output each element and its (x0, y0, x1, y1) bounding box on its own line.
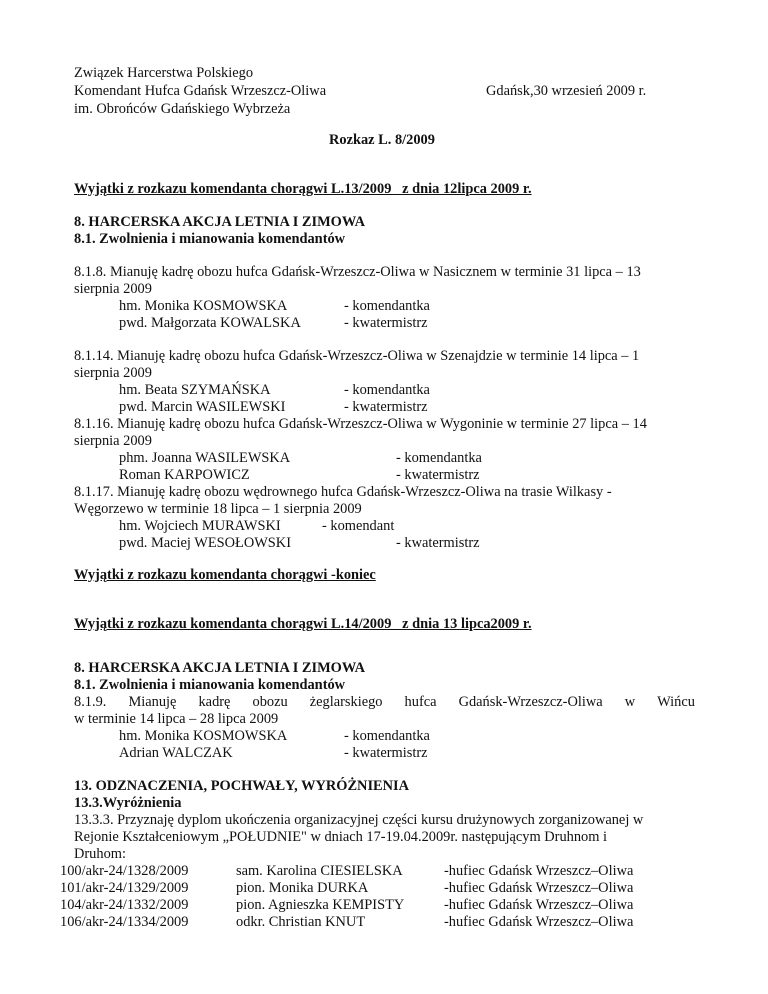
staff-role: - kwatermistrz (396, 535, 480, 551)
org-commander: Komendant Hufca Gdańsk Wrzeszcz-Oliwa (74, 83, 327, 99)
staff-role: - komendant (322, 518, 395, 534)
item-8-1-16-line1: 8.1.16. Mianuję kadrę obozu hufca Gdańsk-Wrzeszcz-Oliwa w Wygoninie w terminie 27 lipca – 14 (74, 416, 647, 432)
staff-role: - kwatermistrz (396, 467, 480, 483)
staff-name: pwd. Maciej WESOŁOWSKI (119, 535, 291, 551)
award-name: pion. Monika DURKA (236, 880, 369, 896)
excerpt2-subsection: 8.1. Zwolnienia i mianowania komendantów (74, 677, 346, 693)
staff-role: - kwatermistrz (344, 745, 428, 761)
item-8-1-14-line1: 8.1.14. Mianuję kadrę obozu hufca Gdańsk-Wrzeszcz-Oliwa w Szenajdzie w terminie 14 lipca – 1 (74, 348, 640, 364)
award-unit: -hufiec Gdańsk Wrzeszcz–Oliwa (444, 863, 634, 879)
excerpt1-section: 8. HARCERSKA AKCJA LETNIA I ZIMOWA (74, 214, 366, 230)
award-number: 100/akr-24/1328/2009 (60, 863, 189, 879)
section13-subheading: 13.3.Wyróżnienia (74, 795, 182, 811)
word: Wińcu (657, 694, 695, 710)
word: kadrę (198, 694, 231, 710)
item-8-1-8-line2: sierpnia 2009 (74, 281, 152, 297)
staff-name: hm. Wojciech MURAWSKI (119, 518, 281, 534)
place-date: Gdańsk,30 wrzesień 2009 r. (486, 83, 647, 99)
item-8-1-9-line2: w terminie 14 lipca – 28 lipca 2009 (74, 711, 279, 727)
staff-name: hm. Monika KOSMOWSKA (119, 298, 288, 314)
section13-para-line1: 13.3.3. Przyznaję dyplom ukończenia organizacyjnej części kursu drużynowych zorganizowanej w (74, 812, 644, 828)
staff-role: - kwatermistrz (344, 315, 428, 331)
word: w (624, 694, 636, 710)
section13-para-line2: Rejonie Kształceniowym „POŁUDNIE" w dniach 17-19.04.2009r. następującym Druhnom i (74, 829, 608, 845)
org-name: Związek Harcerstwa Polskiego (74, 65, 254, 81)
item-8-1-14-line2: sierpnia 2009 (74, 365, 152, 381)
excerpt1-end: Wyjątki z rozkazu komendanta chorągwi -koniec (74, 567, 376, 583)
award-unit: -hufiec Gdańsk Wrzeszcz–Oliwa (444, 897, 634, 913)
staff-role: - kwatermistrz (344, 399, 428, 415)
excerpt1-subsection: 8.1. Zwolnienia i mianowania komendantów (74, 231, 346, 247)
item-8-1-16-line2: sierpnia 2009 (74, 433, 152, 449)
staff-name: phm. Joanna WASILEWSKA (119, 450, 291, 466)
staff-name: hm. Monika KOSMOWSKA (119, 728, 288, 744)
staff-role: - komendantka (344, 728, 430, 744)
award-number: 104/akr-24/1332/2009 (60, 897, 189, 913)
org-patron: im. Obrońców Gdańskiego Wybrzeża (74, 101, 291, 117)
excerpt1-heading: Wyjątki z rozkazu komendanta chorągwi L.13/2009 z dnia 12lipca 2009 r. (74, 181, 532, 197)
staff-name: pwd. Marcin WASILEWSKI (119, 399, 286, 415)
word: Gdańsk-Wrzeszcz-Oliwa (458, 694, 603, 710)
word: hufca (404, 694, 437, 710)
word: żeglarskiego (309, 694, 383, 710)
award-name: pion. Agnieszka KEMPISTY (236, 897, 405, 913)
word: Mianuję (128, 694, 177, 710)
award-unit: -hufiec Gdańsk Wrzeszcz–Oliwa (444, 880, 634, 896)
item-8-1-17-line2: Węgorzewo w terminie 18 lipca – 1 sierpnia 2009 (74, 501, 362, 517)
item-8-1-17-line1: 8.1.17. Mianuję kadrę obozu wędrownego hufca Gdańsk-Wrzeszcz-Oliwa na trasie Wilkasy - (74, 484, 612, 500)
award-number: 106/akr-24/1334/2009 (60, 914, 189, 930)
award-name: sam. Karolina CIESIELSKA (236, 863, 403, 879)
award-name: odkr. Christian KNUT (236, 914, 366, 930)
award-number: 101/akr-24/1329/2009 (60, 880, 189, 896)
award-unit: -hufiec Gdańsk Wrzeszcz–Oliwa (444, 914, 634, 930)
staff-name: pwd. Małgorzata KOWALSKA (119, 315, 301, 331)
staff-name: Roman KARPOWICZ (119, 467, 250, 483)
item-8-1-8-line1: 8.1.8. Mianuję kadrę obozu hufca Gdańsk-Wrzeszcz-Oliwa w Nasicznem w terminie 31 lipca – 13 (74, 264, 641, 280)
item-8-1-9-line1 (74, 693, 695, 711)
staff-name: Adrian WALCZAK (119, 745, 233, 761)
staff-role: - komendantka (396, 450, 482, 466)
document-title: Rozkaz L. 8/2009 (329, 132, 435, 148)
excerpt2-heading: Wyjątki z rozkazu komendanta chorągwi L.14/2009 z dnia 13 lipca2009 r. (74, 616, 532, 632)
word: 8.1.9. (74, 694, 107, 710)
section13-para-line3: Druhom: (74, 846, 126, 862)
staff-role: - komendantka (344, 382, 430, 398)
staff-name: hm. Beata SZYMAŃSKA (119, 382, 271, 398)
staff-role: - komendantka (344, 298, 430, 314)
word: obozu (252, 694, 288, 710)
section13-heading: 13. ODZNACZENIA, POCHWAŁY, WYRÓŻNIENIA (74, 778, 410, 794)
excerpt2-section: 8. HARCERSKA AKCJA LETNIA I ZIMOWA (74, 660, 366, 676)
